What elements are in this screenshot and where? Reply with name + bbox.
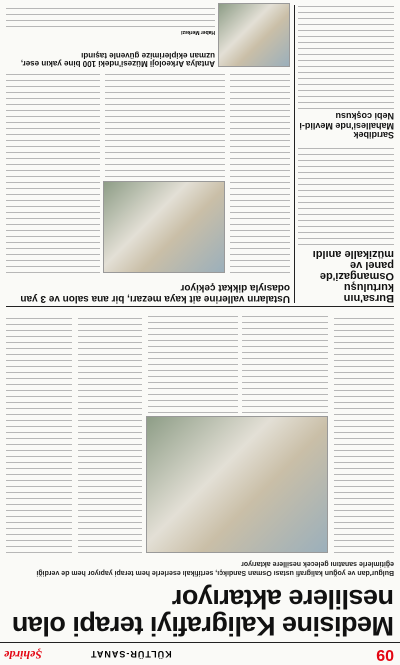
story2-body-3 [105,73,225,177]
main-body-column-3 [6,313,72,553]
brand-logo: Şehirde [4,648,43,662]
divider [6,306,394,307]
story2-headline: Ustaların vallerine ait kaya mezarı, bir ana salon ve 3 yan odasıyla dikkat çekiyor [20,282,290,304]
main-headline [6,585,394,639]
main-deck: Bulgur'dan ve yoğun kaligrafi ustası Osman Sandıkçı, sertifikalı eserlerle hem terapi yapıyor hem de verdiği eğitimlerle sanatını gelecek nesillere aktarıyor [36,559,394,576]
column-divider [294,5,295,303]
story3-body [298,145,394,245]
main-headline-prefix: Medisine [282,611,394,641]
main-headline-text: Kaligrafiyi terapi olan neslilere aktarıyor [12,584,394,641]
page-number: 09 [376,646,394,663]
story3-headline: Bursa'nın kurtuluşu Osmangazi'de panel ve müzikalle anıldı [312,248,394,304]
main-photo [146,416,328,553]
story2-body-2 [6,73,100,273]
story5-byline: Haber Merkezi [181,29,215,35]
story4-body [298,5,394,109]
main-body-column-5 [148,313,238,413]
page-header [0,642,400,665]
story5-body [6,5,215,27]
story2-body-1 [230,73,290,273]
main-body-column-1 [334,313,394,553]
story2-photo [103,181,225,273]
section-name: KÜLTÜR-SANAT [90,649,172,659]
story5-photo [218,3,290,67]
story5-headline: Antalya Arkeoloji Müzesi'ndeki 100 bine yakın eser, uzman ekiplerimize güvenle taşındı [20,50,215,68]
main-body-column-2 [78,313,142,553]
story4-headline: Sarıdibek Mahallesi'nde Mevlid-i Nebi coşkusu [299,111,394,140]
main-body-column-4 [242,313,328,413]
